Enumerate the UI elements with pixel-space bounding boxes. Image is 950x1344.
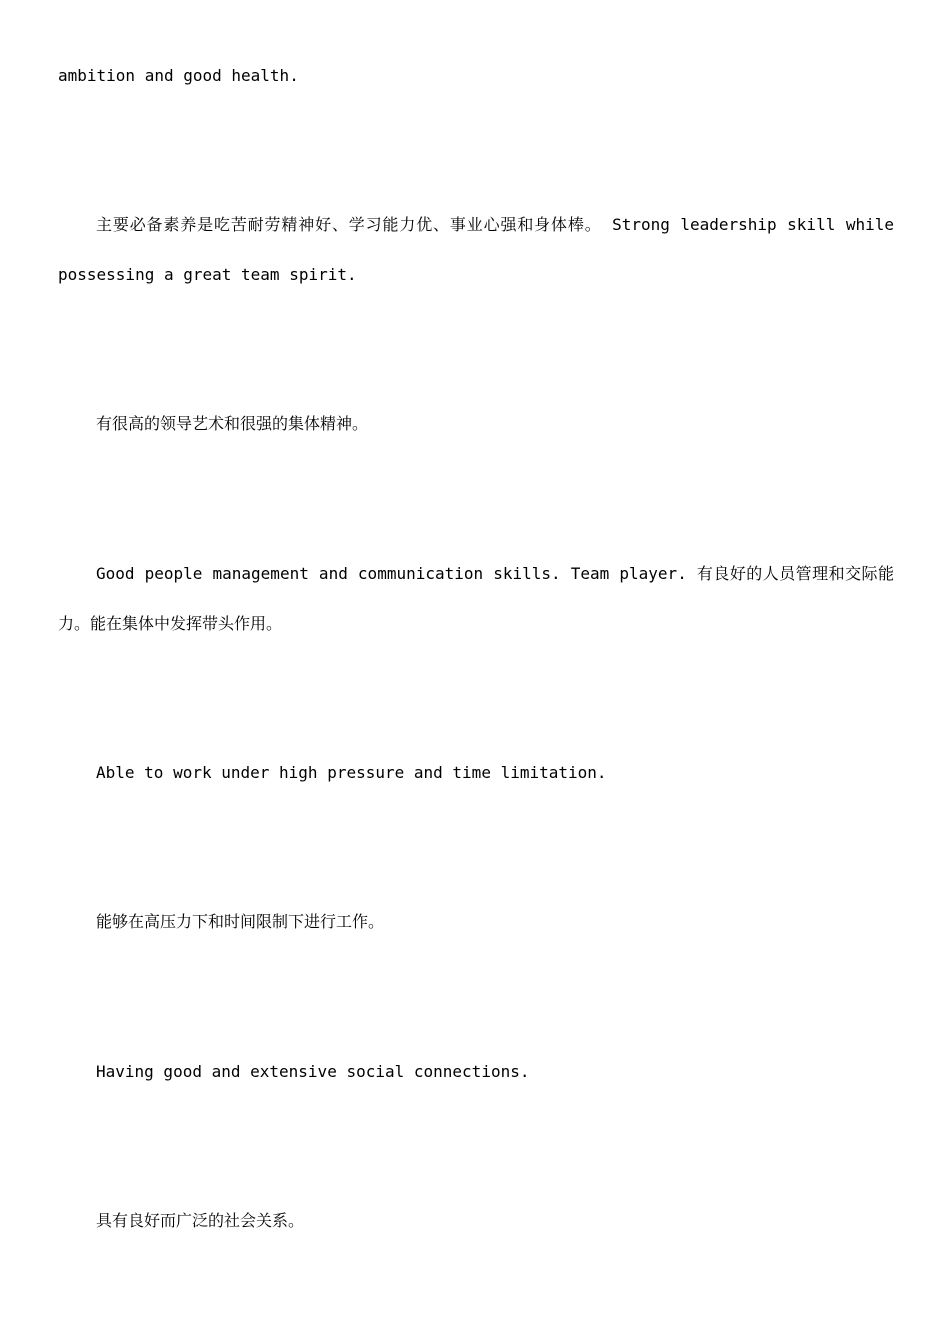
- paragraph-qualities: 主要必备素养是吃苦耐劳精神好、学习能力优、事业心强和身体棒。 Strong leadership skill while possessing a great team spirit.: [58, 215, 894, 284]
- paragraph-social-en: Having good and extensive social connections.: [96, 1062, 530, 1081]
- paragraph-leadership-cn: 有很高的领导艺术和很强的集体精神。: [96, 414, 369, 433]
- paragraph-pressure-cn: 能够在高压力下和时间限制下进行工作。: [96, 912, 385, 931]
- paragraph-social-cn: 具有良好而广泛的社会关系。: [96, 1211, 305, 1230]
- paragraph-people-management: Good people management and communication skills. Team player. 有良好的人员管理和交际能力。能在集体中发挥带头作用。: [58, 564, 894, 633]
- paragraph-pressure-en: Able to work under high pressure and time limitation.: [96, 763, 607, 782]
- paragraph-continuation: ambition and good health.: [58, 66, 299, 85]
